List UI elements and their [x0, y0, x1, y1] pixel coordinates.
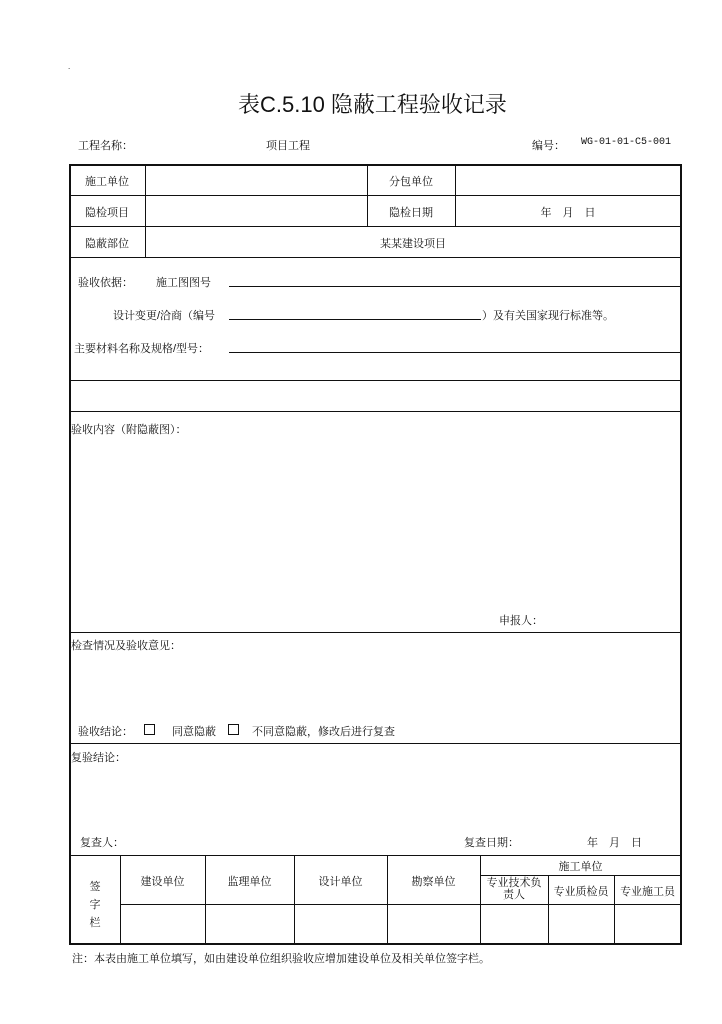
recheck-date-field[interactable]: 年 月 日 [587, 837, 642, 849]
inspection-item-field[interactable] [146, 197, 366, 225]
signature-label: 签字栏 [89, 881, 101, 929]
disagree-checkbox[interactable] [228, 724, 239, 735]
concealed-part-label: 隐蔽部位 [85, 238, 129, 250]
project-name-value: 项目工程 [266, 140, 310, 152]
sig-sub-tech-lead: 专业技术负责人 [486, 877, 542, 901]
conclusion-label: 验收结论： [78, 726, 133, 738]
dot-mark: . [68, 62, 71, 71]
standards-text: ）及有关国家现行标准等。 [482, 310, 614, 322]
design-change-line[interactable] [229, 319, 481, 320]
inspection-item-label: 隐检项目 [85, 207, 129, 219]
reporter-label: 申报人： [499, 615, 543, 627]
sig-col-design: 设计单位 [318, 876, 363, 888]
basis-label: 验收依据： [78, 277, 133, 289]
subcontract-unit-label: 分包单位 [389, 176, 433, 188]
disagree-label: 不同意隐蔽，修改后进行复查 [252, 726, 395, 738]
sig-col-supervision: 监理单位 [227, 876, 272, 888]
agree-label: 同意隐蔽 [172, 726, 216, 738]
sig-col-construction: 建设单位 [140, 876, 185, 888]
reviewer-label: 复查人： [80, 837, 124, 849]
sig-sub-quality: 专业质检员 [553, 886, 609, 898]
recheck-date-label: 复查日期： [464, 837, 519, 849]
content-label: 验收内容（附隐蔽图）： [71, 424, 187, 436]
materials-label: 主要材料名称及规格/型号： [74, 343, 210, 355]
concealed-part-value[interactable]: 某某建设项目 [380, 238, 446, 250]
project-name-label: 工程名称： [78, 140, 133, 152]
sig-col-survey: 勘察单位 [411, 876, 456, 888]
inspection-date-label: 隐检日期 [389, 207, 433, 219]
sig-col-builder: 施工单位 [558, 861, 603, 873]
drawing-no-line[interactable] [229, 286, 681, 287]
drawing-no-label: 施工图图号 [156, 277, 211, 289]
number-label: 编号： [532, 140, 565, 152]
inspection-date-field[interactable]: 年 月 日 [540, 207, 596, 219]
footnote: 注：本表由施工单位填写，如由建设单位组织验收应增加建设单位及相关单位签字栏。 [72, 953, 490, 965]
construction-unit-field[interactable] [146, 166, 366, 194]
check-label: 检查情况及验收意见： [71, 640, 181, 652]
design-change-label: 设计变更/洽商（编号 [113, 310, 216, 322]
construction-unit-label: 施工单位 [85, 176, 129, 188]
subcontract-unit-field[interactable] [456, 166, 680, 194]
number-value: WG-01-01-C5-001 [581, 137, 672, 148]
page-title: 表C.5.10 隐蔽工程验收记录 [238, 92, 507, 117]
sig-sub-worker: 专业施工员 [620, 886, 675, 898]
agree-checkbox[interactable] [144, 724, 155, 735]
materials-line[interactable] [229, 352, 681, 353]
recheck-label: 复验结论： [71, 752, 126, 764]
